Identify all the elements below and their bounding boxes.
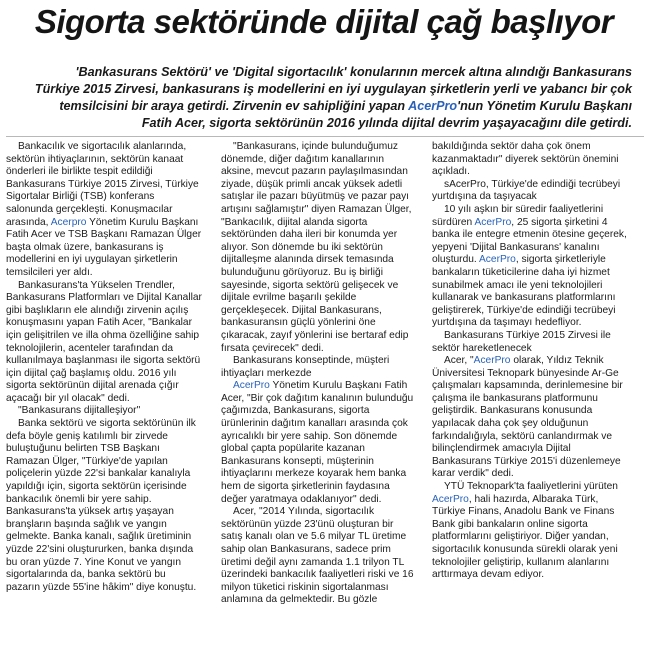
text: 10 yılı aşkın bir süredir faaliyetlerini sürdüren <box>432 203 604 228</box>
text: Yönetim Kurulu Başkanı Fatih Acer ve TSB Başkanı Ramazan Ülger başta olmak üzere, bankasurans iş modellerini en iyi uygulayan şirketlerin temsilcileri yer aldı. <box>6 216 202 278</box>
col1-paragraph-3: Banka sektörü ve sigorta sektörünün ilk defa böyle geniş katılımlı bir zirvede buluştuğunu belirten TSB Başkanı Ramazan Ülger, "Türkiye'de yapılan poliçelerin yüzde 22'si bankalar kanalıyla yapıldığı için, sigorta sektörün içerisinde bankacılık önemli bir yere sahip. Bankasurans'ta yüksek artış yaşayan branşların başında sağlık ve yangın gelmekte. Banka kanalı, sağlık üretiminin yüzde 22'sini oluştururken, banka dışında bu oran yüzde 7. Yine Konut ve yangın sigortalarında da, banka sektörü bu pazarın yüzde 55'ine hâkim" diye konuştu. <box>6 418 197 593</box>
col1-paragraph-2: Bankasurans'ta Yükselen Trendler, Bankasurans Platformları ve Dijital Kanallar gibi başlıkların ele alındığı zirvenin açılış konuşmasını yapan Fatih Acer, "Bankalar için gelişitrilen ve illa ohma özelliğine sahip teknolojilerin, acenteler tarafından da kullanılmaya başlanması ile sigorta sektörü için dijital çağ başlamış oldu. 2016 yılı sigorta sektörünün dijital arenada çığır açacağı bir yıl olacak" dedi. <box>6 279 202 404</box>
brand-mention: AcerPro <box>479 254 516 266</box>
brand-mention: AcerPro <box>473 355 511 367</box>
col2-paragraph-3: Acer, "2014 Yılında, sigortacılık sektörünün yüzde 23'ünü oluşturan bir satış kanalı olan ve 5.6 milyar TL üretime sahip olan Bankasurans, sadece prim üretimi değil aynı zamanda 1.1 trilyon TL üzerindeki bankacılık faaliyetleri riski ve 16 milyon tüketici riskinin sigortalanması anlamına da gelmektedir. Bu gözle <box>221 506 414 606</box>
col3-subheading-1: sAcerPro, Türkiye'de edindiği tecrübeyi yurtdışına da taşıyacak <box>432 178 621 203</box>
text: olarak, Yıldız Teknik Üniversitesi Teknopark bünyesinde Ar-Ge çalışmaları kapsamında, derinlemesine bir çalışma ile bankasurans platformunu geliştirdik. Bankasurans konusunda yapılacak daha çok şey olduğunun farkındalığıyla, sektörü canlandırmak ve bilinçlendirmek amacıyla Dijital Bankasurans Türkiye 2015'i düzenlemeye karar verdik" dedi. <box>432 355 623 480</box>
lead-paragraph <box>30 64 632 132</box>
text: , 25 sigorta şirketini 4 banka ile entegre etmenin ötesine geçerek, yepyeni 'Dijital Bankasurans' kanalını oluşturdu. <box>432 216 627 266</box>
text: Bankacılık ve sigortacılık alanlarında, sektörün ihtiyaçlarının, sektörün kanaat önderleri ile birlikte tespit edildiği Bankasurans Türkiye 2015 Zirvesi, Türkiye Sigortalar Birliği (TSB) konferans salonunda gerçekleşti. Konuşmacılar arasında, <box>6 141 199 228</box>
col3-paragraph-3 <box>432 355 628 481</box>
brand-mention: AcerPro <box>432 493 469 505</box>
col1-subheading: "Bankasurans dijitalleşiyor" <box>18 405 141 417</box>
lead-brand: AcerPro <box>408 99 458 113</box>
column-1 <box>6 141 202 594</box>
col2-subheading: Bankasurans konseptinde, müşteri ihtiyaçları merkezde <box>221 355 390 379</box>
headline: Sigorta sektöründe dijital çağ başlıyor <box>34 3 614 40</box>
col3-paragraph-1: bakıldığında sektör daha çok önem kazanmaktadır" diyerek sektörün önemini açıkladı. <box>432 141 619 178</box>
text: Yönetim Kurulu Başkanı Fatih Acer, "Bir çok dağıtım kanalının bulunduğu çağımızda, Bankasurans, sigorta ürünlerinin dağıtım kanalları arasında çok ayrıcalıklı bir yere sahip. Son dönemde global çapta popülarite kazanan Bankasurans konsepti, müşterinin ihtiyaçlarını merkeze koyarak hem banka hem de sigorta şirketlerinin faydasına değer yaratmaya odaklanıyor" dedi. <box>221 380 414 505</box>
col1-paragraph-1 <box>6 141 202 280</box>
lead-text-2: 'nun Yönetim Kurulu Başkanı Fatih Acer, sigorta sektörünün 2016 yılında dijital devrim yaşayacağını dile getirdi. <box>141 99 632 130</box>
brand-mention: AcerPro <box>233 380 270 392</box>
col2-paragraph-1: "Bankasurans, içinde bulunduğumuz dönemde, diğer dağıtım kanallarının aksine, mevcut pazarın paylaşılmasından ziyade, düşük primli ancak yüksek adetli satışlar ile pazarı büyütmüş ve pazar payı artışını sağlamıştır" diyen Ramazan Ülger, "Bankacılık, dijital alanda sigorta sektöründen daha ileri bir konumda yer alıyor. Son dönemde bu iki sektörün dijitalleşme alanında dirsek temasında bulunduğunu görüyoruz. Bu iş birliği sayesinde, sigorta sektörü gelişecek ve dijitale evrilme başarılı şekilde gerçekleşecek. Dijital Bankasurans, bankasuransın güçlü yönlerini öne çıkaracak, zayıf yönlerini ise bertaraf edip fırsata çevirecek" dedi. <box>221 141 412 354</box>
column-3 <box>432 141 628 582</box>
col3-subheading-2: Bankasurans Türkiye 2015 Zirvesi ile sektör hareketlenecek <box>432 329 611 354</box>
text: , sigorta şirketleriyle bankaların tüketicilerine daha iyi hizmet sunabilmek amacı ile yeni teknolojileri kullanarak ve bankasurans platformlarını geliştirerek, Türkiye'de edindiği tecrübeyi yurtdışına da taşımayı hedefliyor. <box>432 254 616 329</box>
column-2 <box>221 141 417 607</box>
col3-paragraph-2 <box>432 204 628 330</box>
col3-paragraph-4 <box>432 481 628 582</box>
text: Acer, " <box>444 355 474 367</box>
col2-paragraph-2 <box>221 380 417 506</box>
divider <box>6 136 644 137</box>
text: , hali hazırda, Albaraka Türk, Türkiye Finans, Anadolu Bank ve Finans Bank gibi bankaların online sigorta platformlarını geliştiriyor. Diğer yandan, sigortacılık konusunda sürekli olarak yeni teknolojiler geliştirip, kullanım alanlarını arttırmaya devam ediyor. <box>432 493 618 581</box>
brand-mention: AcerPro <box>474 216 512 228</box>
lead-text-1: 'Bankasurans Sektörü' ve 'Digital sigortacılık' konularının mercek altına alındığı Bankasurans Türkiye 2015 Zirvesi, bankasurans iş modellerini en iyi uygulayan şirketlerin yerli ve yabancı bir çok temsilcisini bir araya getirdi. Zirvenin ev sahipliğini yapan <box>34 65 632 113</box>
text: YTÜ Teknopark'ta faaliyetlerini yürüten <box>444 481 618 493</box>
brand-mention: Acerpro <box>50 216 87 228</box>
